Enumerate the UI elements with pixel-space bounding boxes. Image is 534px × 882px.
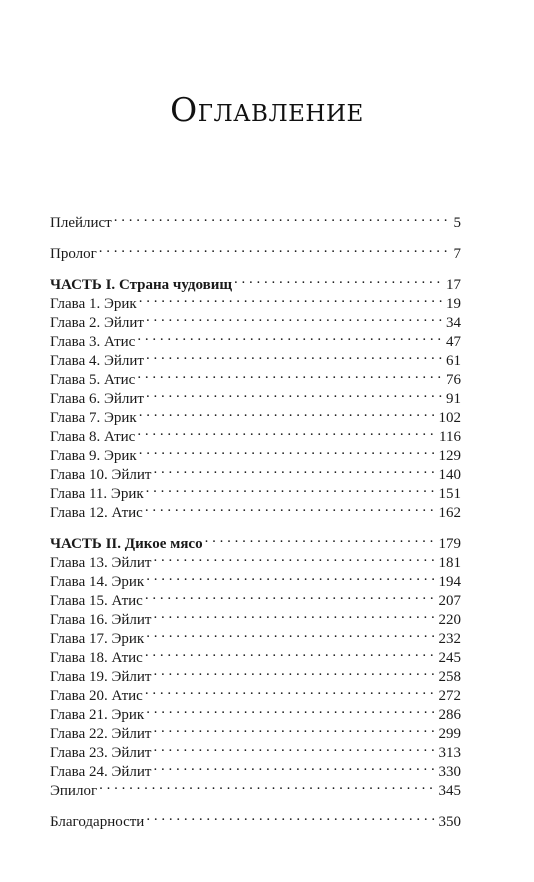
toc-entry-label: Глава 16. Эйлит: [50, 612, 152, 628]
part-title: Страна чудовищ: [115, 277, 232, 293]
spacer: [50, 258, 461, 270]
dot-leader: [234, 270, 444, 289]
toc-entry-label: Глава 5. Атис: [50, 372, 136, 388]
toc-entry-label: Глава 8. Атис: [50, 429, 136, 445]
toc-page-number: 19: [446, 296, 461, 312]
toc-page-number: 330: [438, 764, 461, 780]
toc-page-number: 220: [438, 612, 461, 628]
dot-leader: [99, 776, 436, 795]
toc-page-number: 345: [438, 783, 461, 799]
toc-part-entry[interactable]: [50, 529, 461, 552]
toc-page-number: 116: [439, 429, 461, 445]
dot-leader: [114, 208, 452, 227]
dot-leader: [146, 308, 444, 327]
toc-page-number: 102: [438, 410, 461, 426]
toc-entry-label: Глава 10. Эйлит: [50, 467, 152, 483]
dot-leader: [145, 586, 437, 605]
dot-leader: [146, 807, 436, 826]
toc-part-entry[interactable]: [50, 270, 461, 293]
dot-leader: [153, 460, 436, 479]
toc-entry-label: Пролог: [50, 246, 97, 262]
toc-page-number: 76: [446, 372, 461, 388]
table-of-contents: [50, 208, 461, 830]
toc-entry[interactable]: [50, 776, 461, 799]
toc-page-number: 91: [446, 391, 461, 407]
toc-entry-label: Глава 23. Эйлит: [50, 745, 152, 761]
dot-leader: [153, 605, 436, 624]
toc-page-number: 162: [438, 505, 461, 521]
toc-entry-label: Глава 17. Эрик: [50, 631, 145, 647]
spacer: [50, 795, 461, 807]
toc-entry[interactable]: [50, 807, 461, 830]
toc-page-number: 5: [453, 215, 461, 231]
dot-leader: [153, 757, 436, 776]
dot-leader: [146, 624, 436, 643]
toc-page-number: 299: [438, 726, 461, 742]
toc-page-number: 140: [438, 467, 461, 483]
toc-entry-label: Глава 20. Атис: [50, 688, 143, 704]
toc-entry-label: Глава 11. Эрик: [50, 486, 144, 502]
toc-entry-label: Глава 18. Атис: [50, 650, 143, 666]
toc-page-number: 350: [438, 814, 461, 830]
dot-leader: [99, 239, 452, 258]
dot-leader: [153, 738, 436, 757]
dot-leader: [153, 662, 436, 681]
toc-page-number: 17: [446, 277, 461, 293]
toc-page-number: 258: [438, 669, 461, 685]
dot-leader: [139, 403, 437, 422]
toc-entry-label: Глава 19. Эйлит: [50, 669, 152, 685]
dot-leader: [137, 422, 437, 441]
toc-page-number: 207: [438, 593, 461, 609]
toc-entry-label: Глава 2. Эйлит: [50, 315, 144, 331]
dot-leader: [146, 346, 444, 365]
toc-entry-label: Глава 9. Эрик: [50, 448, 137, 464]
page-title: Оглавление: [170, 90, 364, 129]
dot-leader: [137, 365, 444, 384]
toc-entry[interactable]: [50, 208, 461, 231]
toc-page-number: 194: [438, 574, 461, 590]
toc-page-number: 272: [438, 688, 461, 704]
toc-entry-label: Глава 3. Атис: [50, 334, 136, 350]
toc-entry-label: Глава 13. Эйлит: [50, 555, 152, 571]
toc-page-number: 179: [438, 536, 461, 552]
dot-leader: [146, 700, 436, 719]
dot-leader: [146, 479, 437, 498]
toc-page-number: 7: [453, 246, 461, 262]
toc-entry-label: Глава 24. Эйлит: [50, 764, 152, 780]
toc-entry-label: Благодарности: [50, 814, 145, 830]
toc-page-number: 232: [438, 631, 461, 647]
toc-entry-label: Глава 7. Эрик: [50, 410, 137, 426]
toc-entry[interactable]: [50, 239, 461, 262]
toc-entry-label: Плейлист: [50, 215, 112, 231]
dot-leader: [139, 289, 444, 308]
toc-page-number: 313: [438, 745, 461, 761]
toc-page-number: 151: [438, 486, 461, 502]
toc-entry-label: Глава 15. Атис: [50, 593, 143, 609]
dot-leader: [145, 681, 437, 700]
part-number: ЧАСТЬ II.: [50, 536, 122, 552]
dot-leader: [153, 548, 436, 567]
toc-entry-label: Глава 12. Атис: [50, 505, 143, 521]
toc-entry-label: Глава 1. Эрик: [50, 296, 137, 312]
toc-entry-label: Глава 21. Эрик: [50, 707, 145, 723]
toc-page-number: 34: [446, 315, 461, 331]
toc-page-number: 181: [438, 555, 461, 571]
dot-leader: [145, 643, 437, 662]
dot-leader: [205, 529, 437, 548]
part-number: ЧАСТЬ I.: [50, 277, 116, 293]
toc-entry-label: Эпилог: [50, 783, 98, 799]
toc-entry-label: Глава 4. Эйлит: [50, 353, 144, 369]
toc-page-number: 286: [438, 707, 461, 723]
dot-leader: [137, 327, 444, 346]
toc-page-number: 47: [446, 334, 461, 350]
dot-leader: [145, 498, 437, 517]
toc-entry-label: Глава 14. Эрик: [50, 574, 145, 590]
dot-leader: [146, 384, 444, 403]
toc-entry-label: Глава 22. Эйлит: [50, 726, 152, 742]
toc-page-number: 61: [446, 353, 461, 369]
toc-page-number: 245: [438, 650, 461, 666]
part-title: Дикое мясо: [121, 536, 203, 552]
dot-leader: [153, 719, 436, 738]
toc-entry-label: Глава 6. Эйлит: [50, 391, 144, 407]
toc-page-number: 129: [438, 448, 461, 464]
dot-leader: [139, 441, 437, 460]
dot-leader: [146, 567, 436, 586]
